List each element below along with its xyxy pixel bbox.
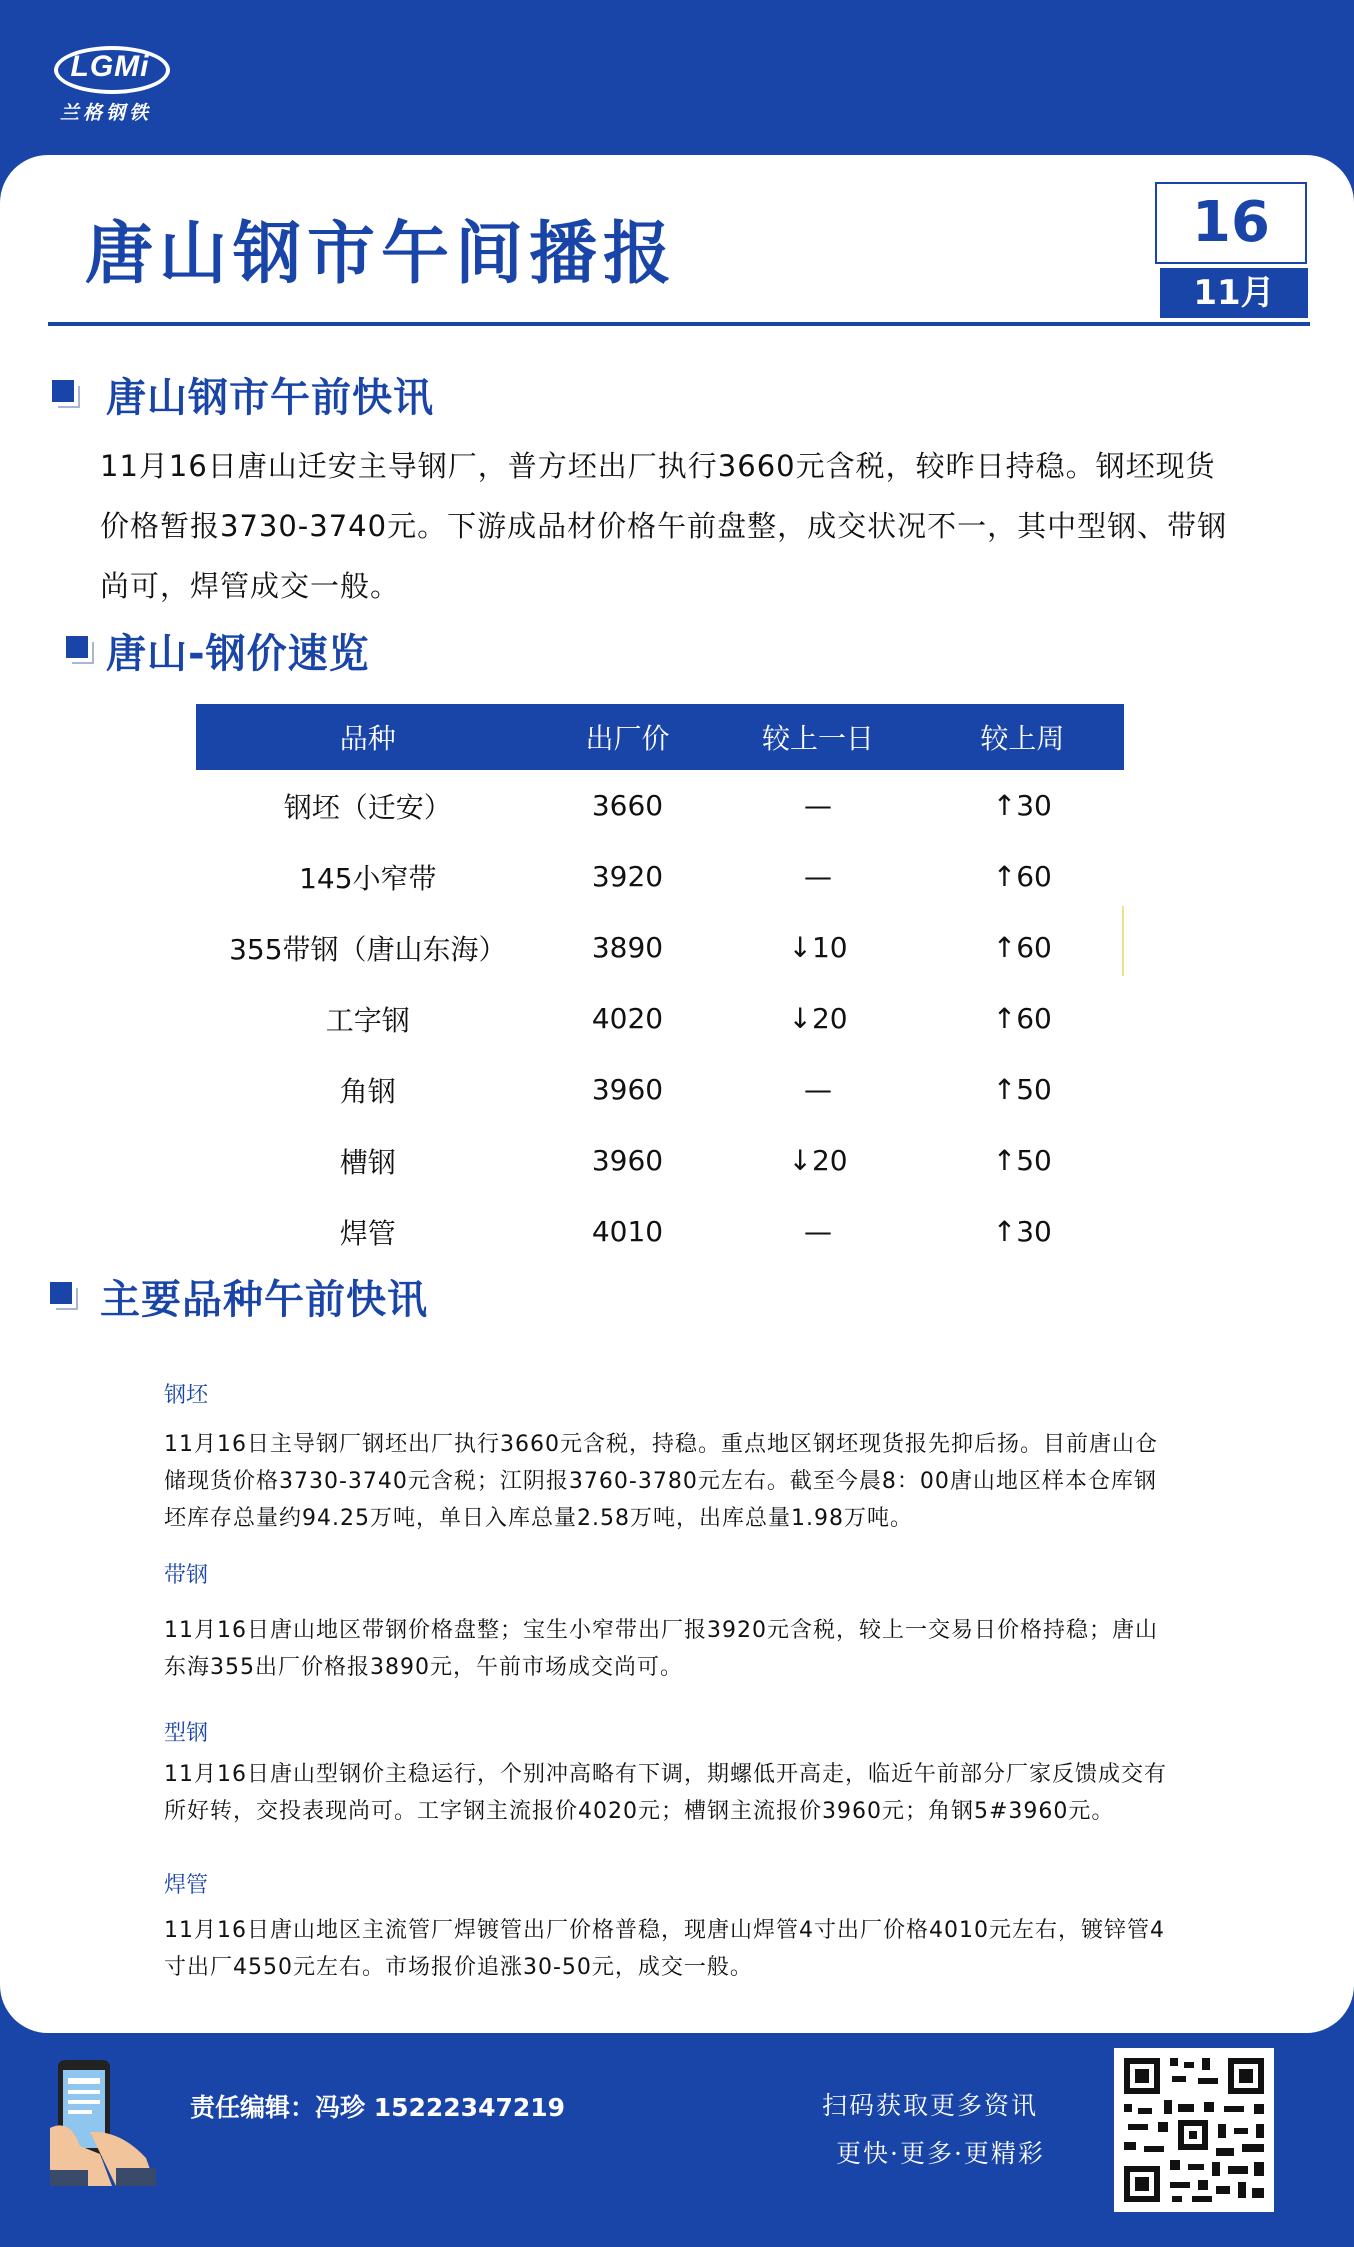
item-label-section-steel: 型钢 xyxy=(164,1721,209,1746)
section2-title: 唐山-钢价速览 xyxy=(106,631,370,677)
logo-subtitle: 兰格钢铁 xyxy=(60,102,153,124)
cell-week: ↑60 xyxy=(992,1002,1052,1035)
cell-name: 焊管 xyxy=(339,1216,396,1250)
table-header-row xyxy=(196,704,1124,770)
item-label-strip: 带钢 xyxy=(164,1563,209,1588)
cell-price: 3920 xyxy=(591,860,664,893)
header-day-change: 较上一日 xyxy=(715,704,920,770)
cell-price: 3960 xyxy=(591,1144,664,1177)
cell-price: 3890 xyxy=(591,931,664,964)
editor-contact: 责任编辑：冯珍 15222347219 xyxy=(190,2093,566,2122)
header-variety: 品种 xyxy=(196,704,540,770)
cell-name: 钢坯（迁安） xyxy=(283,790,452,824)
item-text-section-steel: 11月16日唐山型钢价主稳运行，个别冲高略有下调，期螺低开高走，临近午前部分厂家反馈成交有所好转，交投表现尚可。工字钢主流报价4020元；槽钢主流报价3960元；角钢5#3960元。 xyxy=(164,1762,1167,1824)
price-table xyxy=(196,704,1124,1267)
cell-day: — xyxy=(804,1215,833,1248)
cell-price: 3960 xyxy=(591,1073,664,1106)
table-row xyxy=(196,1054,1124,1125)
table-row xyxy=(196,1196,1124,1267)
qr-code-icon[interactable] xyxy=(1114,2048,1274,2212)
title-divider xyxy=(48,322,1310,326)
cell-price: 3660 xyxy=(591,789,664,822)
table-edge-mark xyxy=(1122,906,1124,976)
table-row xyxy=(196,770,1124,841)
page-title: 唐山钢市午间播报 xyxy=(85,215,678,294)
section-bullet-icon xyxy=(50,1282,76,1308)
item-label-billet: 钢坯 xyxy=(164,1383,209,1408)
table-row xyxy=(196,912,1124,983)
item-text-strip: 11月16日唐山地区带钢价格盘整；宝生小窄带出厂报3920元含税，较上一交易日价格持稳；唐山东海355出厂价格报3890元，午前市场成交尚可。 xyxy=(164,1618,1158,1680)
cell-week: ↑50 xyxy=(992,1073,1052,1106)
phone-hand-icon xyxy=(50,2058,160,2188)
cell-week: ↑50 xyxy=(992,1144,1052,1177)
cell-day: ↓20 xyxy=(788,1144,848,1177)
cell-week: ↑30 xyxy=(992,789,1052,822)
cell-week: ↑60 xyxy=(992,931,1052,964)
cell-name: 工字钢 xyxy=(325,1003,410,1037)
slogan: 更快·更多·更精彩 xyxy=(836,2139,1045,2168)
cell-week: ↑30 xyxy=(992,1215,1052,1248)
scan-prompt: 扫码获取更多资讯 xyxy=(822,2091,1039,2120)
cell-day: — xyxy=(804,789,833,822)
section1-body: 11月16日唐山迁安主导钢厂，普方坯出厂执行3660元含税，较昨日持稳。钢坯现货价格暂报3730-3740元。下游成品材价格午前盘整，成交状况不一，其中型钢、带钢尚可，焊管成交一般。 xyxy=(100,449,1228,603)
cell-day: ↓20 xyxy=(788,1002,848,1035)
section-bullet-icon xyxy=(66,636,92,662)
cell-name: 槽钢 xyxy=(339,1145,396,1179)
cell-name: 角钢 xyxy=(339,1074,396,1108)
item-label-welded-pipe: 焊管 xyxy=(164,1873,209,1898)
table-row xyxy=(196,1125,1124,1196)
cell-name: 355带钢（唐山东海） xyxy=(229,932,507,966)
date-month: 11月 xyxy=(1160,268,1308,318)
cell-day: — xyxy=(804,1073,833,1106)
section1-title: 唐山钢市午前快讯 xyxy=(106,375,434,421)
header-price: 出厂价 xyxy=(540,704,716,770)
table-row xyxy=(196,983,1124,1054)
cell-name: 145小窄带 xyxy=(299,861,437,895)
brand-logo xyxy=(50,38,170,128)
date-day: 16 xyxy=(1155,182,1307,264)
cell-day: — xyxy=(804,860,833,893)
item-text-welded-pipe: 11月16日唐山地区主流管厂焊镀管出厂价格普稳，现唐山焊管4寸出厂价格4010元左右，镀锌管4寸出厂4550元左右。市场报价追涨30-50元，成交一般。 xyxy=(164,1918,1165,1980)
cell-price: 4020 xyxy=(591,1002,664,1035)
section-bullet-icon xyxy=(52,380,78,406)
cell-price: 4010 xyxy=(591,1215,664,1248)
item-text-billet: 11月16日主导钢厂钢坯出厂执行3660元含税，持稳。重点地区钢坯现货报先抑后扬。目前唐山仓储现货价格3730-3740元含税；江阴报3760-3780元左右。截至今晨8：00唐山地区样本仓库钢坯库存总量约94.25万吨，单日入库总量2.58万吨，出库总量1.98万吨。 xyxy=(164,1432,1158,1531)
table-row xyxy=(196,841,1124,912)
logo-text: LGMi xyxy=(70,50,150,83)
header-week-change: 较上周 xyxy=(921,704,1124,770)
cell-week: ↑60 xyxy=(992,860,1052,893)
section3-title: 主要品种午前快讯 xyxy=(100,1277,428,1323)
cell-day: ↓10 xyxy=(788,931,848,964)
